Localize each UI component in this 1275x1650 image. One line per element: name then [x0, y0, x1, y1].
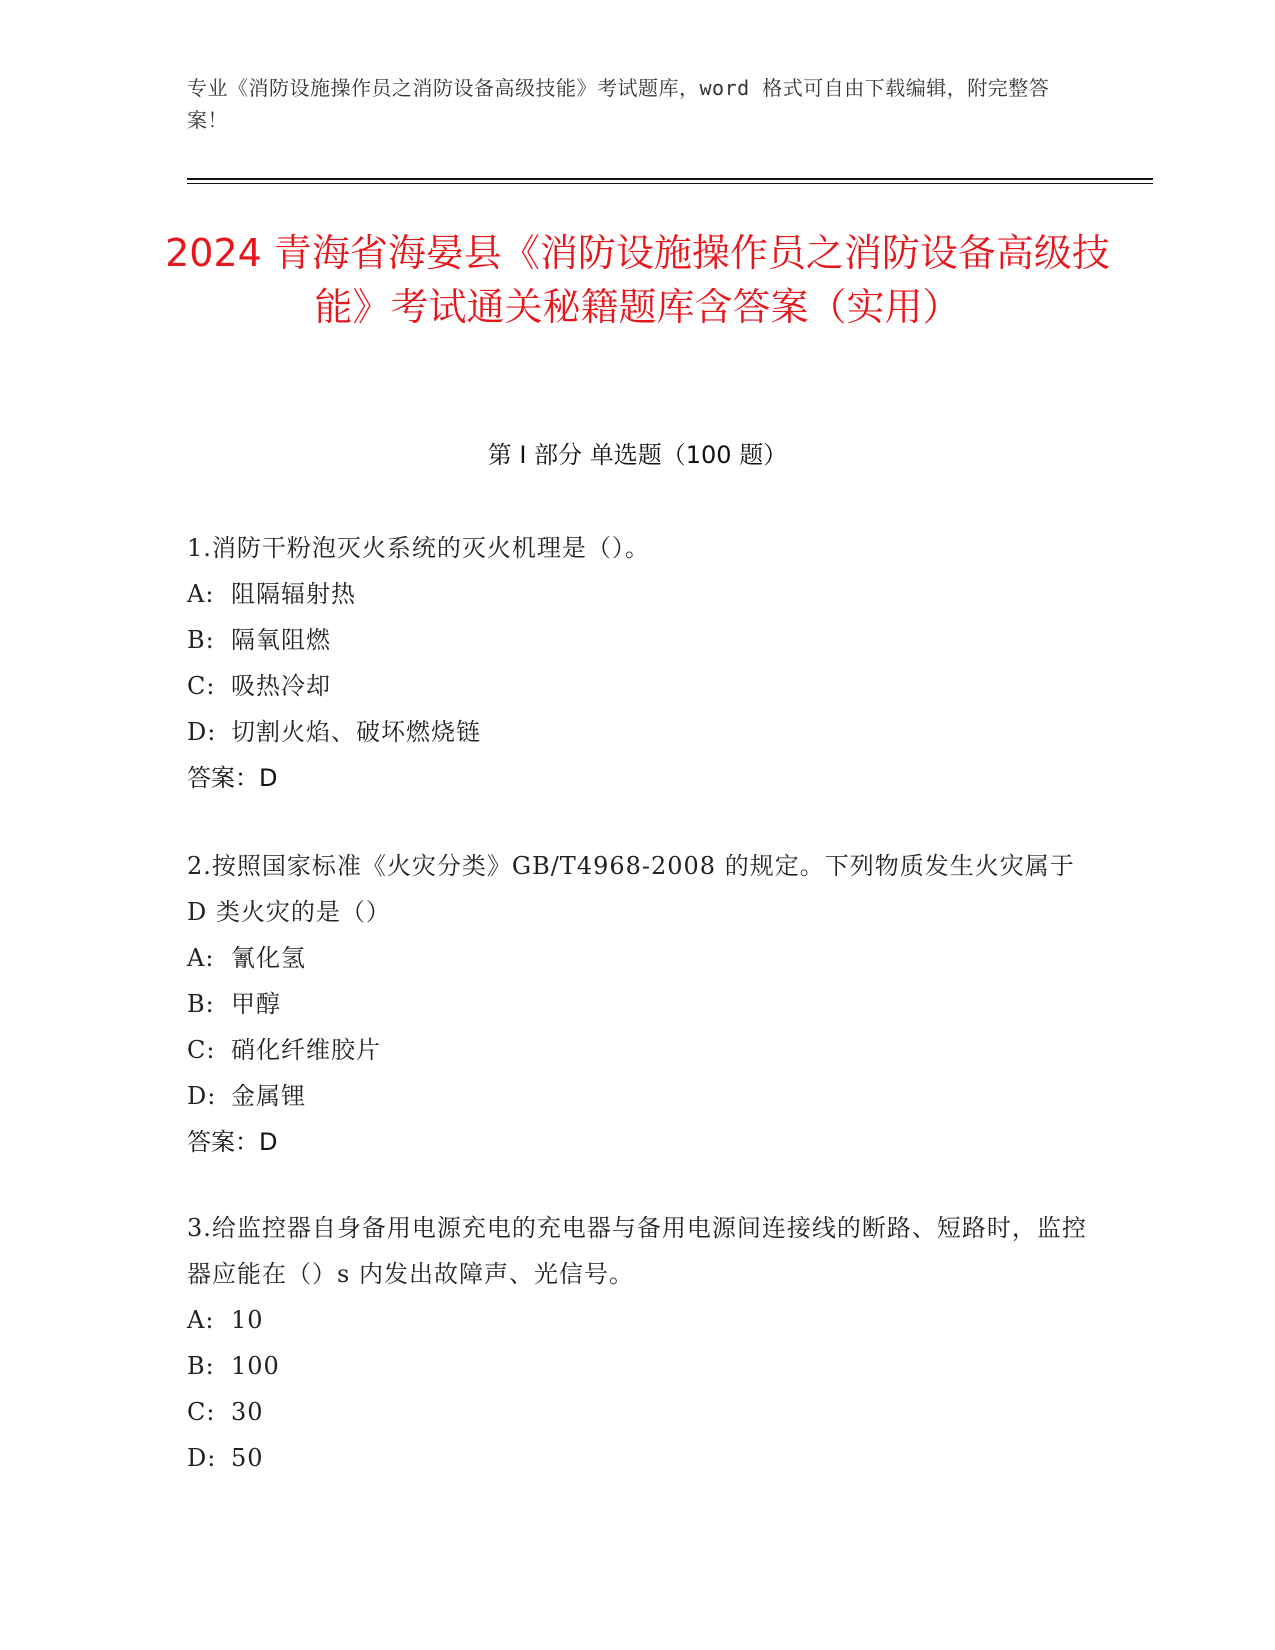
option-b	[187, 1343, 1087, 1389]
question-3	[187, 1205, 1087, 1481]
option-text: 切割火焰、破坏燃烧链	[231, 718, 481, 746]
option-text: 吸热冷却	[231, 672, 331, 700]
option-letter: A:	[187, 580, 215, 608]
option-text: 甲醇	[231, 990, 281, 1018]
option-text: 氰化氢	[231, 944, 306, 972]
option-letter: A:	[187, 1306, 215, 1334]
option-letter: D:	[187, 718, 217, 746]
section-heading: 第 I 部分 单选题（100 题）	[487, 441, 788, 469]
option-text: 金属锂	[231, 1082, 306, 1110]
option-a	[187, 935, 1087, 981]
question-stem: 1.消防干粉泡灭火系统的灭火机理是（）。	[187, 534, 650, 562]
header-divider-thin	[187, 183, 1153, 184]
option-letter: B:	[187, 990, 215, 1018]
option-b	[187, 981, 1087, 1027]
option-d	[187, 709, 1087, 755]
option-text: 50	[231, 1444, 264, 1472]
option-c	[187, 663, 1087, 709]
option-text: 10	[231, 1306, 264, 1334]
option-text: 隔氧阻燃	[231, 626, 331, 654]
option-c	[187, 1027, 1087, 1073]
header-note: 专业《消防设施操作员之消防设备高级技能》考试题库，word 格式可自由下载编辑，附完整答案！	[187, 76, 1050, 132]
option-letter: C:	[187, 672, 216, 700]
answer-line: 答案：D	[187, 1128, 278, 1156]
option-text: 阻隔辐射热	[231, 580, 356, 608]
option-letter: A:	[187, 944, 215, 972]
question-1	[187, 525, 1087, 801]
option-letter: D:	[187, 1444, 217, 1472]
option-letter: C:	[187, 1398, 216, 1426]
option-letter: B:	[187, 1352, 215, 1380]
option-text: 硝化纤维胶片	[231, 1036, 381, 1064]
option-b	[187, 617, 1087, 663]
option-letter: B:	[187, 626, 215, 654]
option-a	[187, 1297, 1087, 1343]
option-letter: D:	[187, 1082, 217, 1110]
option-d	[187, 1073, 1087, 1119]
header-divider	[187, 178, 1153, 180]
document-title: 2024 青海省海晏县《消防设施操作员之消防设备高级技能》考试通关秘籍题库含答案（实用）	[165, 231, 1110, 329]
question-2	[187, 843, 1087, 1165]
option-letter: C:	[187, 1036, 216, 1064]
question-stem: 3.给监控器自身备用电源充电的充电器与备用电源间连接线的断路、短路时，监控器应能在（）s 内发出故障声、光信号。	[187, 1214, 1087, 1288]
option-text: 30	[231, 1398, 264, 1426]
question-stem: 2.按照国家标准《火灾分类》GB/T4968-2008 的规定。下列物质发生火灾属于 D 类火灾的是（）	[187, 852, 1075, 926]
option-d	[187, 1435, 1087, 1481]
option-a	[187, 571, 1087, 617]
answer-line: 答案：D	[187, 764, 278, 792]
option-c	[187, 1389, 1087, 1435]
option-text: 100	[231, 1352, 280, 1380]
